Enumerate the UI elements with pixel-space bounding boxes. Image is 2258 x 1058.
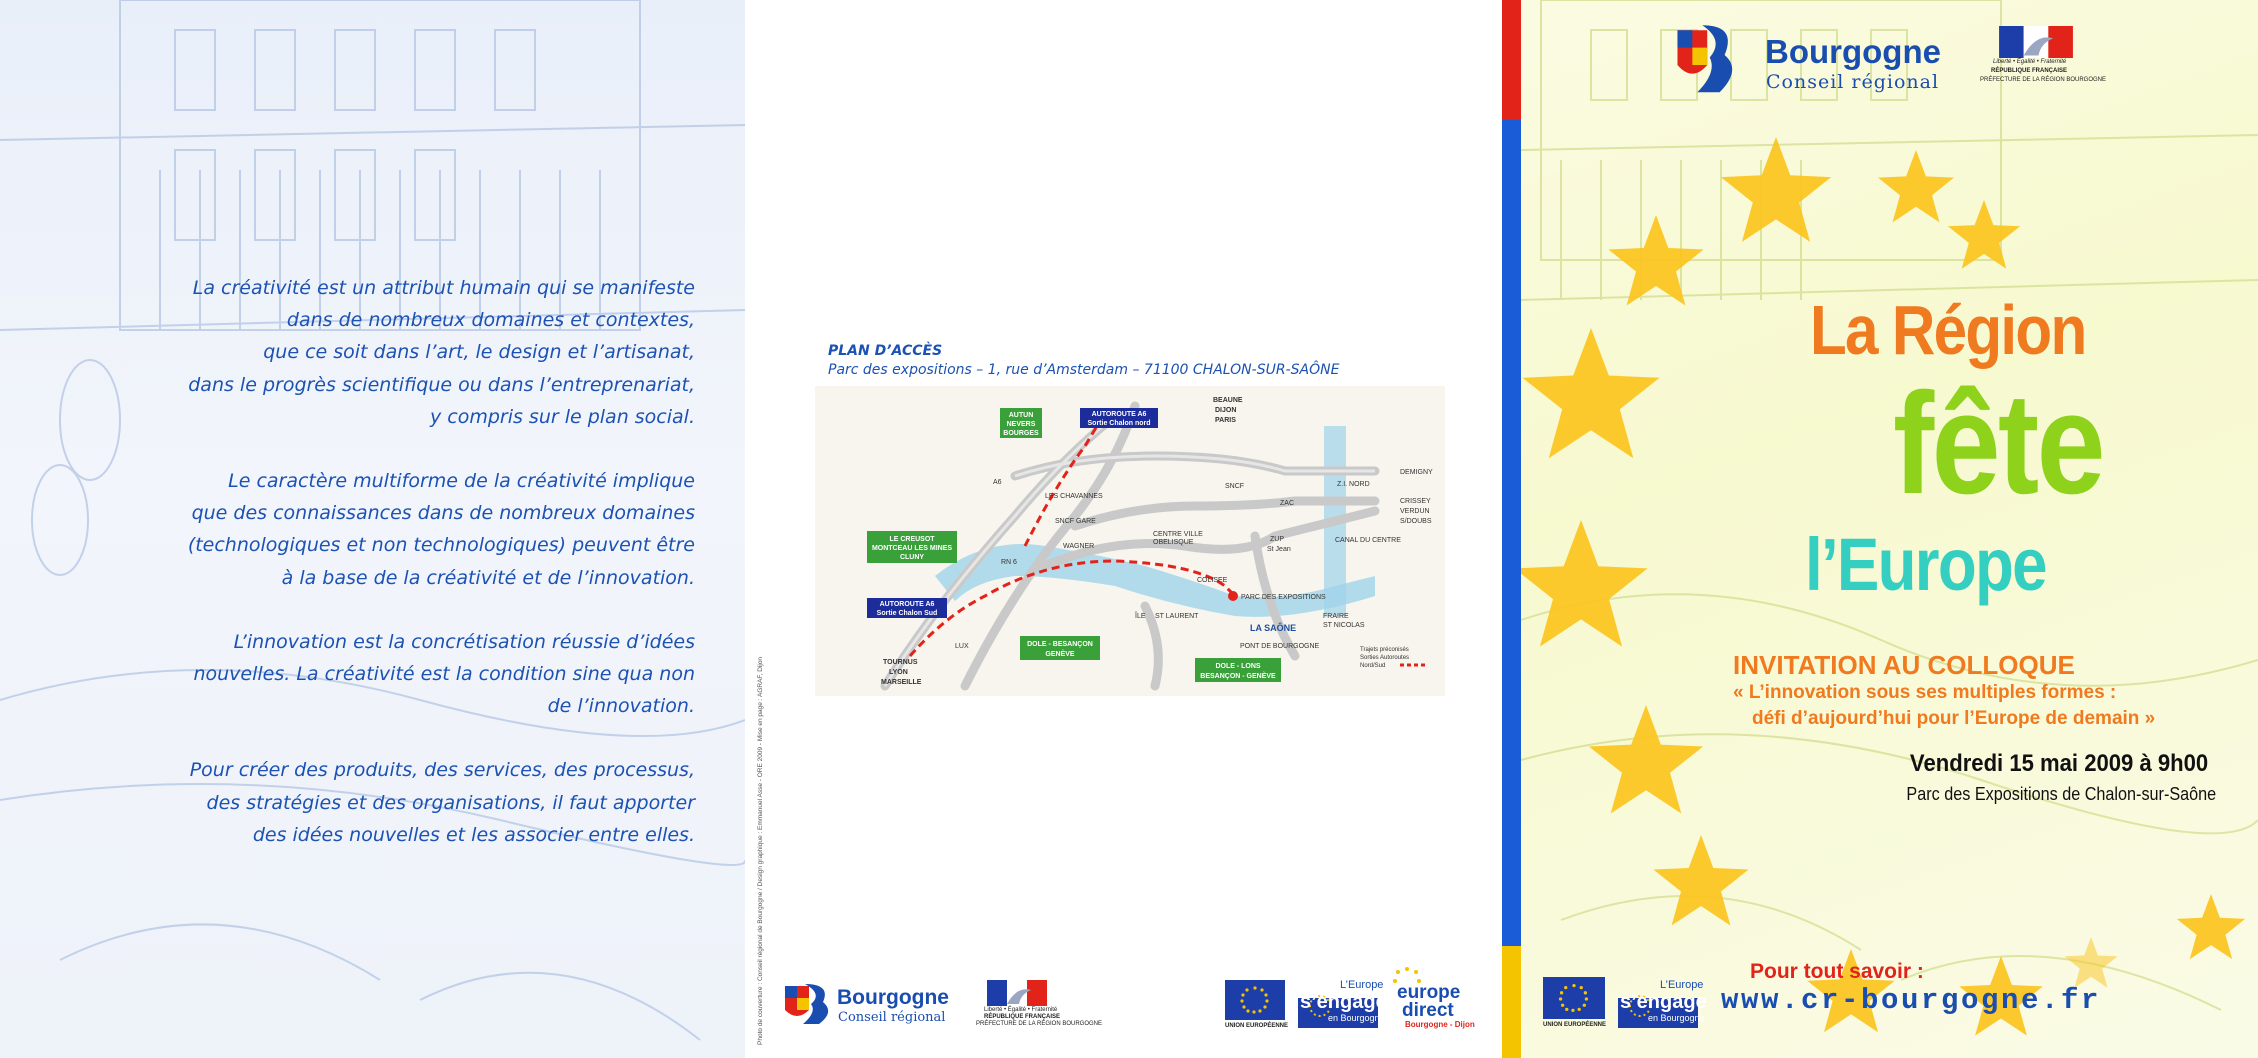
text-line: de l’innovation. [547, 695, 695, 718]
rf-name: RÉPUBLIQUE FRANÇAISE [1991, 68, 2068, 74]
bourgogne-logo-icon [1675, 22, 1737, 98]
eu-label: UNION EUROPÉENNE [1225, 1023, 1289, 1029]
map-label: A6 [993, 479, 1002, 486]
map-label: ST NICOLAS [1323, 622, 1365, 629]
title-line-2: fête [1893, 363, 2103, 524]
plan-address: Parc des expositions – 1, rue d’Amsterdam – 71100 CHALON-SUR-SAÔNE [828, 362, 1340, 378]
map-box-label: Sortie Chalon Sud [876, 610, 938, 617]
access-map [815, 386, 1445, 696]
creativity-text [135, 272, 695, 883]
text-line: Le caractère multiforme de la créativité implique [228, 470, 695, 493]
paragraph [135, 626, 695, 723]
republique-francaise-logo-icon [987, 980, 1047, 1006]
map-box-label: NEVERS [1006, 421, 1036, 428]
eu-flag-icon [1225, 980, 1285, 1020]
website-link[interactable]: www.cr-bourgogne.fr [1721, 984, 2102, 1017]
star-icon [1608, 215, 1703, 306]
star-icon [1653, 835, 1748, 926]
eu-flag-icon [1543, 977, 1605, 1019]
star-icon [2064, 937, 2117, 988]
text-line: Pour créer des produits, des services, des processus, [189, 759, 695, 782]
paragraph [135, 754, 695, 851]
engage-sub: en Bourgogne [1648, 1013, 1705, 1023]
rf-prefecture: PRÉFECTURE DE LA RÉGION BOURGOGNE [1980, 77, 2107, 83]
star-icon [1948, 200, 2020, 269]
invitation-line-1: « L’innovation sous ses multiples formes : [1733, 682, 2117, 703]
eu-label: UNION EUROPÉENNE [1543, 1022, 1607, 1028]
left-panel [0, 0, 745, 1058]
map-label: VERDUN [1400, 508, 1430, 515]
map-label: Sorties Autoroutes [1360, 655, 1410, 661]
star-icon [1878, 150, 1954, 222]
map-label: TOURNUS [883, 659, 918, 666]
map-box-label: LE CREUSOT [889, 536, 935, 543]
bourgogne-name: Bourgogne [1765, 33, 1941, 70]
event-place: Parc des Expositions de Chalon-sur-Saône [1906, 784, 2216, 804]
engage-main: s’engage [1300, 991, 1387, 1013]
text-line: y compris sur le plan social. [429, 405, 695, 428]
map-label: LUX [955, 643, 969, 650]
star-icon [1589, 705, 1703, 814]
map-label: Trajets préconisés [1360, 647, 1409, 653]
invitation-line-2: défi d’aujourd’hui pour l’Europe de demain » [1752, 708, 2156, 729]
map-label: SNCF [1225, 483, 1245, 490]
engage-main: s’engage [1620, 991, 1707, 1013]
invitation-title: INVITATION AU COLLOQUE [1733, 650, 2075, 680]
map-label: MARSEILLE [881, 679, 922, 686]
rf-motto: Liberté • Égalité • Fraternité [984, 1007, 1058, 1013]
map-label: ST LAURENT [1155, 613, 1199, 620]
republique-francaise-logo-icon [1993, 26, 2079, 58]
map-label: PARC DES EXPOSITIONS [1241, 594, 1326, 601]
map-label: DIJON [1215, 407, 1237, 414]
map-label: DEMIGNY [1400, 469, 1433, 476]
stripe-red [1502, 0, 1521, 120]
map-label: S/DOUBS [1400, 518, 1432, 525]
map-label: Z.I. NORD [1337, 481, 1370, 488]
rf-name: RÉPUBLIQUE FRANÇAISE [984, 1014, 1061, 1020]
map-label: PARIS [1215, 417, 1236, 424]
info-label: Pour tout savoir : [1750, 960, 1924, 983]
map-label: CENTRE VILLE [1153, 531, 1203, 538]
bourgogne-logo-icon [783, 982, 833, 1026]
text-line: des stratégies et des organisations, il faut apporter [206, 791, 695, 814]
rf-motto: Liberté • Égalité • Fraternité [1993, 59, 2067, 65]
map-label: CRISSEY [1400, 498, 1431, 505]
map-label: BEAUNE [1213, 397, 1243, 404]
text-line: La créativité est un attribut humain qui se manifeste [192, 277, 695, 299]
map-label: LYON [889, 669, 908, 676]
map-label: ZAC [1280, 500, 1294, 507]
bourgogne-subtitle: Conseil régional [838, 1010, 946, 1025]
star-icon [1523, 328, 1660, 458]
map-label: St Jean [1267, 546, 1291, 553]
text-line: des idées nouvelles et les associer entre elles. [252, 823, 695, 846]
map-box-label: CLUNY [899, 554, 925, 561]
engage-sub: en Bourgogne [1328, 1013, 1385, 1023]
text-line: dans le progrès scientifique ou dans l’entreprenariat, [188, 373, 695, 396]
map-label: OBELISQUE [1153, 539, 1194, 546]
map-label: CANAL DU CENTRE [1335, 537, 1401, 544]
map-label: PONT DE BOURGOGNE [1240, 643, 1320, 650]
map-box-label: Sortie Chalon nord [1087, 420, 1151, 427]
star-icon [1521, 520, 1648, 647]
europe-direct-sub: Bourgogne - Dijon [1405, 1020, 1475, 1029]
map-label: FRAIRE [1323, 613, 1349, 620]
text-line: nouvelles. La créativité est la condition sine qua non [193, 663, 695, 686]
stripe-blue [1502, 120, 1521, 946]
map-box-label: AUTOROUTE A6 [879, 601, 935, 608]
stripe-yellow [1502, 946, 1521, 1058]
map-box-label: BOURGES [1003, 430, 1039, 437]
photo-credits: Photo de couverture : Conseil régional de Bourgogne / Design graphique : Emmanuel Asse - ORE 2009 - Mise en page : AGRAF, Dijon [757, 656, 764, 1045]
europe-direct-line2: direct [1402, 1000, 1454, 1021]
map-label: Nord/Sud [1360, 663, 1386, 669]
map-box-label: DOLE - LONS [1215, 663, 1261, 670]
engage-top: L’Europe [1340, 979, 1384, 991]
text-line: (technologiques et non technologiques) peuvent être [187, 534, 695, 557]
engage-top: L’Europe [1660, 979, 1704, 991]
map-box-label: GENÈVE [1045, 651, 1075, 658]
bourgogne-subtitle: Conseil régional [1766, 71, 1940, 93]
map-label: SNCF GARE [1055, 518, 1096, 525]
europe-direct-line1: europe [1397, 982, 1461, 1003]
star-icon [1721, 137, 1831, 242]
paragraph [135, 465, 695, 594]
map-label: WAGNER [1063, 543, 1095, 550]
text-line: que ce soit dans l’art, le design et l’artisanat, [263, 341, 695, 364]
map-label: LES CHAVANNES [1045, 493, 1103, 500]
text-line: L’innovation est la concrétisation réussie d’idées [233, 630, 695, 653]
map-box-label: BESANÇON - GENÈVE [1200, 673, 1276, 680]
map-label: LA SAÔNE [1250, 623, 1297, 633]
text-line: à la base de la créativité et de l’innovation. [281, 566, 695, 589]
map-label: ZUP [1270, 536, 1284, 543]
paragraph [135, 272, 695, 433]
title-line-1: La Région [1810, 291, 2086, 369]
map-label: ÎLE [1135, 613, 1146, 620]
map-box-label: MONTCEAU LES MINES [871, 545, 953, 552]
map-label: COLISEE [1197, 577, 1228, 584]
title-line-3: l’Europe [1805, 523, 2046, 606]
map-label: RN 6 [1001, 559, 1017, 566]
star-icon [2177, 894, 2245, 959]
map-box-label: AUTOROUTE A6 [1091, 411, 1147, 418]
event-date: Vendredi 15 mai 2009 à 9h00 [1909, 750, 2208, 777]
text-line: que des connaissances dans de nombreux domaines [191, 502, 695, 525]
map-box-label: AUTUN [1008, 412, 1034, 419]
text-line: dans de nombreux domaines et contextes, [286, 309, 695, 332]
rf-prefecture: PRÉFECTURE DE LA RÉGION BOURGOGNE [976, 1021, 1103, 1027]
map-box-label: DOLE - BESANÇON [1027, 641, 1093, 648]
plan-title: PLAN D’ACCÈS [828, 343, 943, 359]
bourgogne-name: Bourgogne [837, 986, 949, 1009]
